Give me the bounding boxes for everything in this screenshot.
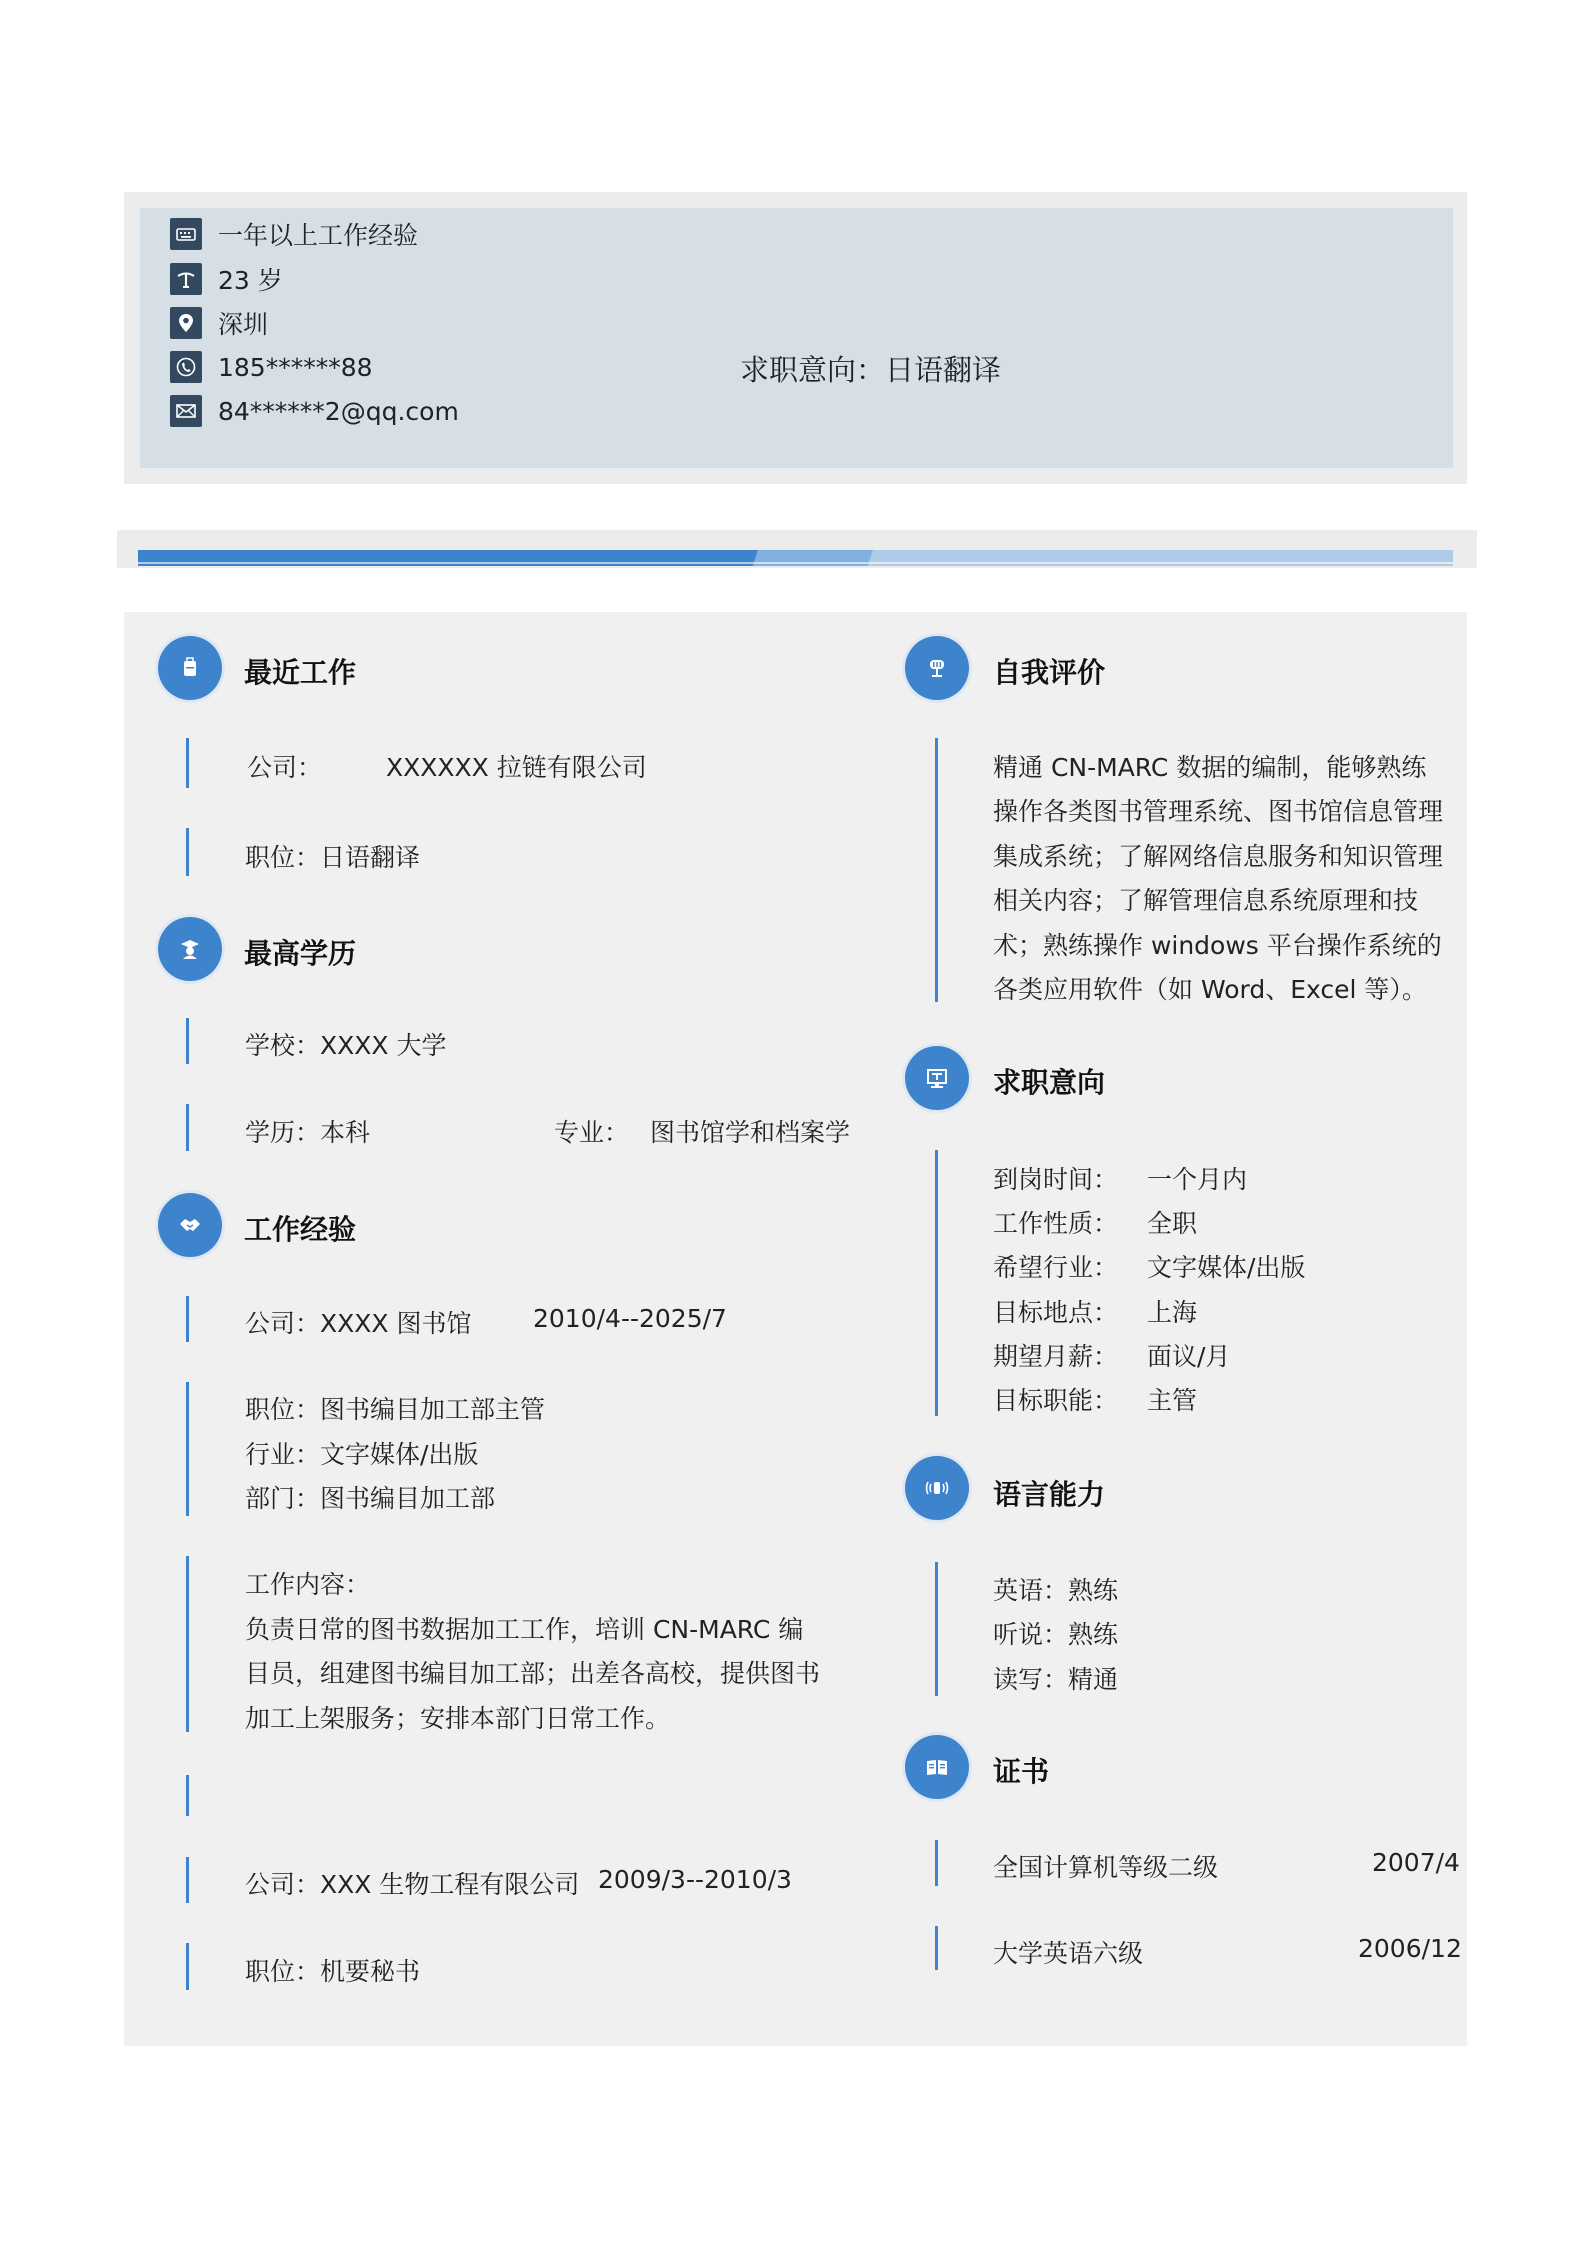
handshake-icon xyxy=(158,1193,222,1257)
timeline-bar xyxy=(186,1556,189,1732)
email-text: 84******2@qq.com xyxy=(218,396,459,426)
job2-period: 2009/3--2010/3 xyxy=(598,1865,792,1894)
envelope-icon xyxy=(170,395,202,427)
self-evaluation-line: 相关内容；了解管理信息系统原理和技 xyxy=(993,886,1419,915)
certificates-title: 证书 xyxy=(993,1755,1050,1788)
age-text: 23 岁 xyxy=(218,266,283,295)
education-major-value: 图书馆学和档案学 xyxy=(650,1118,851,1147)
job1-industry: 行业：文字媒体/出版 xyxy=(245,1440,479,1469)
timeline-bar xyxy=(935,1840,938,1886)
age-icon xyxy=(170,263,202,295)
job2-position: 职位：机要秘书 xyxy=(245,1957,421,1986)
intent-label: 到岗时间： xyxy=(993,1165,1119,1194)
phone-row xyxy=(170,349,373,385)
timeline-bar xyxy=(935,1926,938,1970)
certificate-name: 全国计算机等级二级 xyxy=(993,1853,1219,1882)
book-icon xyxy=(905,1735,969,1799)
job1-content-label: 工作内容： xyxy=(245,1570,371,1599)
speaker-icon xyxy=(905,1456,969,1520)
work-experience-title: 工作经验 xyxy=(244,1213,357,1246)
certificate-name: 大学英语六级 xyxy=(993,1939,1144,1968)
job-intent-headline: 求职意向：日语翻译 xyxy=(740,353,1002,387)
briefcase-icon xyxy=(158,636,222,700)
intent-label: 希望行业： xyxy=(993,1253,1119,1282)
age-row xyxy=(170,261,283,297)
language-reading: 读写：精通 xyxy=(993,1665,1119,1694)
job-intent-title: 求职意向 xyxy=(993,1066,1106,1099)
timeline-bar xyxy=(186,1943,189,1990)
education-major-label: 专业： xyxy=(554,1118,630,1147)
job1-department: 部门：图书编目加工部 xyxy=(245,1484,496,1513)
intent-value: 面议/月 xyxy=(1147,1342,1231,1371)
job1-position: 职位：图书编目加工部主管 xyxy=(245,1395,546,1424)
self-evaluation-line: 精通 CN-MARC 数据的编制，能够熟练 xyxy=(993,753,1427,782)
intent-value: 主管 xyxy=(1147,1386,1198,1415)
timeline-bar xyxy=(186,1775,189,1816)
language-title: 语言能力 xyxy=(993,1478,1106,1511)
timeline-bar xyxy=(186,1018,189,1064)
job1-company: 公司：XXXX 图书馆 xyxy=(245,1309,472,1338)
language-english: 英语：熟练 xyxy=(993,1576,1119,1605)
microphone-icon xyxy=(905,636,969,700)
self-evaluation-line: 操作各类图书管理系统、图书馆信息管理 xyxy=(993,797,1444,826)
education-school: 学校：XXXX 大学 xyxy=(245,1031,447,1060)
timeline-bar xyxy=(186,1382,189,1516)
timeline-bar xyxy=(186,1104,189,1151)
timeline-bar xyxy=(186,738,189,788)
experience-text: 一年以上工作经验 xyxy=(218,221,419,250)
self-evaluation-line: 术；熟练操作 windows 平台操作系统的 xyxy=(993,931,1442,960)
monitor-icon xyxy=(905,1046,969,1110)
timeline-bar xyxy=(935,738,938,1002)
intent-value: 全职 xyxy=(1147,1209,1198,1238)
intent-value: 上海 xyxy=(1147,1298,1198,1327)
job1-content-line: 目员，组建图书编目加工部；出差各高校，提供图书 xyxy=(245,1659,821,1688)
intent-label: 期望月薪： xyxy=(993,1342,1119,1371)
intent-label: 目标地点： xyxy=(993,1298,1119,1327)
decorative-divider xyxy=(138,550,1453,566)
education-degree: 学历：本科 xyxy=(245,1118,371,1147)
keyboard-icon xyxy=(170,218,202,250)
education-title: 最高学历 xyxy=(244,937,357,970)
job1-period: 2010/4--2025/7 xyxy=(533,1304,727,1333)
self-evaluation-line: 集成系统；了解网络信息服务和知识管理 xyxy=(993,842,1444,871)
recent-company-value: XXXXXX 拉链有限公司 xyxy=(386,753,647,782)
city-row xyxy=(170,305,268,341)
timeline-bar xyxy=(935,1562,938,1696)
intent-value: 一个月内 xyxy=(1147,1165,1248,1194)
phone-icon xyxy=(170,351,202,383)
recent-position: 职位：日语翻译 xyxy=(245,843,421,872)
job2-company: 公司：XXX 生物工程有限公司 xyxy=(245,1870,580,1899)
location-pin-icon xyxy=(170,307,202,339)
city-text: 深圳 xyxy=(218,310,269,339)
timeline-bar xyxy=(186,1296,189,1342)
experience-row xyxy=(170,216,418,252)
recent-work-title: 最近工作 xyxy=(244,656,357,689)
phone-text: 185******88 xyxy=(218,352,373,382)
certificate-date: 2007/4 xyxy=(1372,1848,1460,1877)
self-evaluation-line: 各类应用软件（如 Word、Excel 等）。 xyxy=(993,975,1427,1004)
language-listening: 听说：熟练 xyxy=(993,1620,1119,1649)
certificate-date: 2006/12 xyxy=(1358,1934,1462,1963)
job1-content-line: 负责日常的图书数据加工工作，培训 CN-MARC 编 xyxy=(245,1615,804,1644)
intent-value: 文字媒体/出版 xyxy=(1147,1253,1306,1282)
email-row xyxy=(170,393,459,429)
job1-content-line: 加工上架服务；安排本部门日常工作。 xyxy=(245,1704,671,1733)
intent-label: 目标职能： xyxy=(993,1386,1119,1415)
recent-company-label: 公司： xyxy=(247,753,323,782)
timeline-bar xyxy=(935,1150,938,1416)
intent-label: 工作性质： xyxy=(993,1209,1119,1238)
graduate-icon xyxy=(158,917,222,981)
self-evaluation-title: 自我评价 xyxy=(993,656,1106,689)
timeline-bar xyxy=(186,828,189,876)
timeline-bar xyxy=(186,1857,189,1903)
